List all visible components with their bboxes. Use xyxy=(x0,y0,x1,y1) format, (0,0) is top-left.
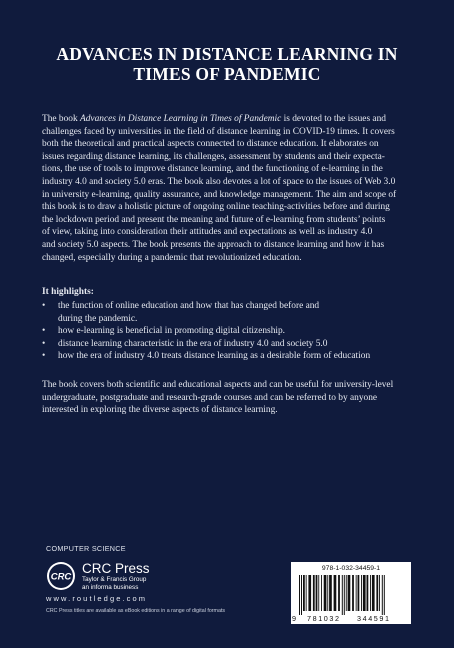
description-line xyxy=(42,113,424,126)
title-line-2: TIMES OF PANDEMIC xyxy=(133,64,321,84)
highlight-text: how e-learning is beneficial in promoting digital citizenship. xyxy=(58,326,286,337)
barcode-bar xyxy=(338,575,340,611)
description-line: industry 4.0 and society 5.0 eras. The book also devotes a lot of space to the issues of Web 3.0 xyxy=(42,176,396,187)
barcode-bar xyxy=(367,575,369,611)
isbn-number: 978-1-032-34459-1 xyxy=(321,565,381,572)
list-item xyxy=(42,300,344,325)
ebook-note: CRC Press titles are available as eBook editions in a range of digital formats xyxy=(46,608,226,614)
list-item xyxy=(42,338,424,351)
subject-category: COMPUTER SCIENCE xyxy=(46,544,126,553)
barcode-digit-first: 9 xyxy=(292,614,296,623)
crc-logo-icon xyxy=(46,561,76,591)
highlights-list xyxy=(42,300,424,363)
book-title-italic: Advances in Distance Learning in Times of Pandemic xyxy=(80,114,282,124)
barcode-bar xyxy=(301,575,302,615)
barcode-bar xyxy=(356,575,357,611)
barcode-bar xyxy=(327,575,328,611)
description-prefix: The book xyxy=(42,114,81,124)
barcode-bar xyxy=(299,575,300,615)
barcode-bar xyxy=(370,575,371,611)
barcode-bar xyxy=(313,575,315,611)
closing-line: undergraduate, postgraduate and research-grade courses and can be referred to by anyone xyxy=(42,392,378,403)
barcode-bars xyxy=(295,575,407,615)
highlight-text: how the era of industry 4.0 treats distance learning as a desirable form of education xyxy=(58,351,371,362)
bullet-icon: • xyxy=(42,301,46,311)
description-line: this book is to draw a holistic picture of ongoing online teaching-activities before and during xyxy=(42,202,390,213)
title-line-1: ADVANCES IN DISTANCE LEARNING IN xyxy=(56,44,398,64)
closing-line: The book covers both scientific and educational aspects and can be useful for university-level xyxy=(42,380,394,390)
barcode-digits-left: 781032 xyxy=(307,614,341,623)
description-paragraph xyxy=(42,113,424,264)
barcode-bar xyxy=(329,575,332,611)
barcode-bar xyxy=(318,575,319,611)
barcode-bar xyxy=(363,575,366,611)
barcode-bar xyxy=(303,575,305,611)
barcode-bar xyxy=(358,575,360,611)
isbn-barcode xyxy=(291,562,411,624)
barcode-bar xyxy=(316,575,318,611)
publisher-name: CRC Press xyxy=(82,561,150,576)
description-line: and society 5.0 aspects. The book presents the approach to distance learning and how it has xyxy=(42,239,385,250)
barcode-bar xyxy=(334,575,337,611)
highlight-text: the function of online education and how that has changed before and during the pandemic. xyxy=(58,301,320,324)
barcode-bar xyxy=(308,575,311,611)
barcode-bar xyxy=(342,575,343,615)
list-item xyxy=(42,350,424,363)
barcode-bar xyxy=(324,575,327,611)
logo-letters: CRC xyxy=(50,571,72,583)
highlights-heading: It highlights: xyxy=(42,287,94,297)
barcode-bar xyxy=(361,575,362,611)
barcode-bar xyxy=(376,575,378,611)
list-item xyxy=(42,325,424,338)
description-line: of view, taking into consideration their attitudes and expectations as well as industry 4.0 xyxy=(42,227,373,238)
bullet-icon: • xyxy=(42,351,46,362)
barcode-bar xyxy=(384,575,385,615)
description-suffix: is devoted to the issues and xyxy=(281,114,386,124)
description-line: the lockdown period and present the meaning and future of e-learning from students’ points xyxy=(42,214,386,225)
description-line: tions, the use of tools to improve distance learning, and the functioning of e-learning in the xyxy=(42,164,383,175)
publisher-group: Taylor & Francis Group xyxy=(82,576,147,583)
barcode-bar xyxy=(321,575,322,611)
publisher-tagline: an informa business xyxy=(82,583,139,591)
bullet-icon: • xyxy=(42,338,46,349)
barcode-bar xyxy=(382,575,383,615)
description-line: in university e-learning, quality assurance, and knowledge management. The aim and scope of xyxy=(42,189,397,200)
publisher-url: www.routledge.com xyxy=(46,594,148,603)
description-line: both the theoretical and practical aspects connected to distance education. It elaborates on xyxy=(42,139,379,150)
barcode-bar xyxy=(306,575,307,611)
barcode-digits-right: 344591 xyxy=(357,614,391,623)
book-title xyxy=(30,44,424,84)
closing-line: interested in exploring the diverse aspects of distance learning. xyxy=(42,405,278,416)
highlight-text: distance learning characteristic in the era of industry 4.0 and society 5.0 xyxy=(58,338,328,349)
barcode-bar xyxy=(352,575,354,611)
barcode-bar xyxy=(344,575,345,615)
closing-paragraph xyxy=(42,379,424,417)
barcode-bar xyxy=(346,575,347,611)
barcode-bar xyxy=(372,575,375,611)
description-line: changed, especially during a pandemic that revolutionized education. xyxy=(42,252,302,263)
description-line: issues regarding distance learning, its challenges, assessment by students and their expecta- xyxy=(42,151,385,162)
barcode-bar xyxy=(379,575,380,611)
bullet-icon: • xyxy=(42,326,46,337)
description-line: challenges faced by universities in the field of distance learning in COVID-19 times. It covers xyxy=(42,126,395,137)
barcode-bar xyxy=(348,575,351,611)
